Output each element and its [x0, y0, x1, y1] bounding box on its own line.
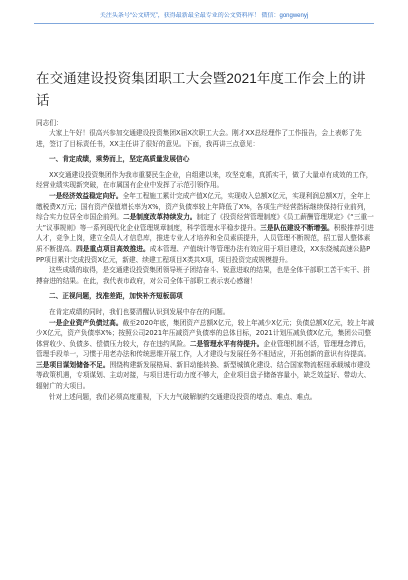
document-body — [36, 128, 374, 402]
opening-paragraph: 大家上午好！很高兴参加交通建设投资集团X届X次职工大会。刚才XX总经理作了工作报告，会上表彰了先进，签订了目标责任书，XX主任讲了很好的意见。下面，我再讲三点意见： — [36, 129, 362, 148]
paragraph-text: 积极推荐引进人才，竞争上岗，建立全员人才信息库，推进专业人才培养和全员素质提升，人员管理不断规范，招工留人整体素质不断提高。 — [36, 223, 374, 253]
salutation: 同志们： — [36, 119, 63, 127]
paragraph: 这些成绩的取得，是交通建设投资集团领导班子团结奋斗、锐意进取的结果，也是全体干部职工苦干实干、拼搏奋进的结果。在此，我代表市政府，对公司全体干部职工表示衷心感谢！ — [36, 266, 370, 285]
bold-lead: 四是重点项目高效推进。 — [76, 244, 150, 253]
bold-lead: 二是管理水平有待提升。 — [189, 339, 264, 348]
paragraph: 在肯定成绩的同时，我们也要清醒认识到发展中存在的问题。 — [49, 307, 230, 316]
bold-lead: 一是经济效益稳定向好。 — [49, 191, 123, 200]
bold-lead: 一是企业资产负债过高。 — [49, 318, 123, 327]
paragraph: 针对上述问题，我们必须高度重视，下大力气破解制约交通建设投资的堵点、难点、难点。 — [49, 392, 317, 401]
bold-lead: 三是项目谋划储备不足。 — [36, 360, 110, 369]
paragraph-text: 成本管理、产值统计等管理办法有效应用于项目建设，XX东绕城高速公路PPP项目累计完成投资X亿元，新建、续建工程项目X类共X项，项目投资完成规模提升。 — [36, 244, 371, 264]
paragraph-text: 制定了《投资经营管理制度》《员工薪酬管理规定》《“三重一大”议事规则》等一系列现代化企业管理规章制度，科学管理水平稳步提升。 — [36, 213, 374, 232]
bold-lead: 二是制度改革持续发力。 — [122, 213, 197, 222]
paragraph-text: 截至2020年底，集团资产总额X亿元，较上年减少X亿元；负债总额X亿元，较上年减少X亿元，资产负债率X%；按照公司2021年压减资产负债率的总体目标，2021计划压减负债X亿元，集团公司整体营收少、负债多、偿债压力较大，存在违约风险。 — [36, 318, 375, 348]
paragraph-text: 围绕构建新发展格局、新旧动能转换、新型城镇化建设、结合国家物流枢纽承载城市建设等政策机遇，专项谋划、主动对接，与项目进行动力度不够大，企业项目盘子储备容量小，缺乏效益好、带动大、辐射广的大项目。 — [36, 360, 371, 391]
paragraph-text: 企业管理机制不活，管理理念滞后，管理手段单一，习惯于用老办法和传统思维开展工作，人才建设与发展任务不相适应，开拓创新的意识有待提高。 — [36, 339, 371, 359]
section-heading-2: 二、正视问题，找准差距，加快补齐短板弱项 — [49, 292, 183, 301]
bold-lead: 三是队伍建设不断增强。 — [260, 223, 334, 232]
promo-banner[interactable]: 关注头条号“公文研究”，获得最新最全最专业的公文资料库！ 微信：gongwenyj — [99, 13, 309, 19]
paragraph-text: 全年工程施工累计完成产值X亿元，实现收入总额X亿元，实现利润总额X万，全年上缴税费X万元；国有资产保值增长率为X%，资产负债率较上年降低了X%，各项生产经营指标继续保持行业前列，综合实力位居全市国企前列。 — [36, 191, 371, 222]
paragraph: XX交通建设投资集团作为我市重要民生企业，自组建以来，攻坚克难，真抓实干，做了大量卓有成效的工作，经营业绩实现新突破，在市属国有企业中发挥了示范引领作用。 — [36, 170, 373, 190]
paragraph — [36, 318, 374, 392]
document-title: 在交通建设投资集团职工大会暨2021年度工作会上的讲话 — [36, 71, 366, 108]
paragraph — [36, 191, 374, 265]
banner-divider — [34, 23, 374, 24]
section-heading-1: 一、肯定成绩，乘势而上，坚定高质量发展信心 — [49, 155, 190, 164]
